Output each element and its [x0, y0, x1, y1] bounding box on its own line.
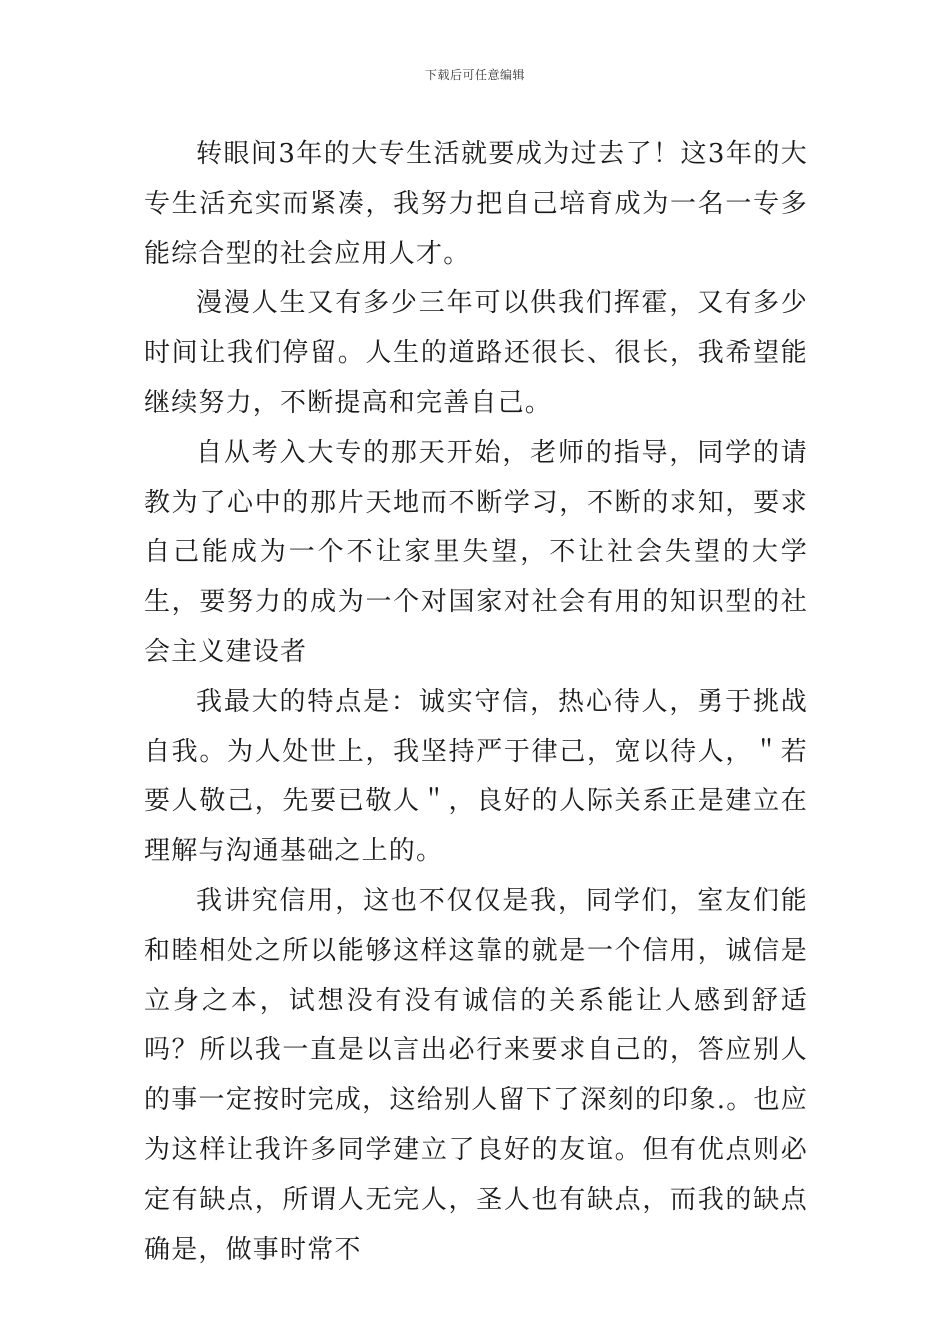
paragraph-1: 转眼间3年的大专生活就要成为过去了！这3年的大专生活充实而紧凑，我努力把自己培育成为一名一专多能综合型的社会应用人才。 [144, 139, 808, 269]
paragraph-3: 自从考入大专的那天开始，老师的指导，同学的请教为了心中的那片天地而不断学习，不断的求知，要求自己能成为一个不让家里失望，不让社会失望的大学生，要努力的成为一个对国家对社会有用的知识型的社会主义建设者 [144, 437, 808, 667]
header-note: 下载后可任意编辑 [424, 68, 525, 82]
paragraph-5: 我讲究信用，这也不仅仅是我，同学们，室友们能和睦相处之所以能够这样这靠的就是一个信用，诚信是立身之本，试想没有没有诚信的关系能让人感到舒适吗？所以我一直是以言出必行来要求自己的，答应别人的事一定按时完成，这给别人留下了深刻的印象.。也应为这样让我许多同学建立了良好的友谊。但有优点则必定有缺点，所谓人无完人，圣人也有缺点，而我的缺点确是，做事时常不 [144, 885, 808, 1265]
paragraph-2: 漫漫人生又有多少三年可以供我们挥霍，又有多少时间让我们停留。人生的道路还很长、很长，我希望能继续努力，不断提高和完善自己。 [144, 288, 808, 418]
document-body [144, 130, 808, 1275]
paragraph-4: 我最大的特点是：诚实守信，热心待人，勇于挑战自我。为人处世上，我坚持严于律己，宽以待人，＂若要人敬己，先要已敬人＂，良好的人际关系正是建立在理解与沟通基础之上的。 [144, 686, 808, 867]
